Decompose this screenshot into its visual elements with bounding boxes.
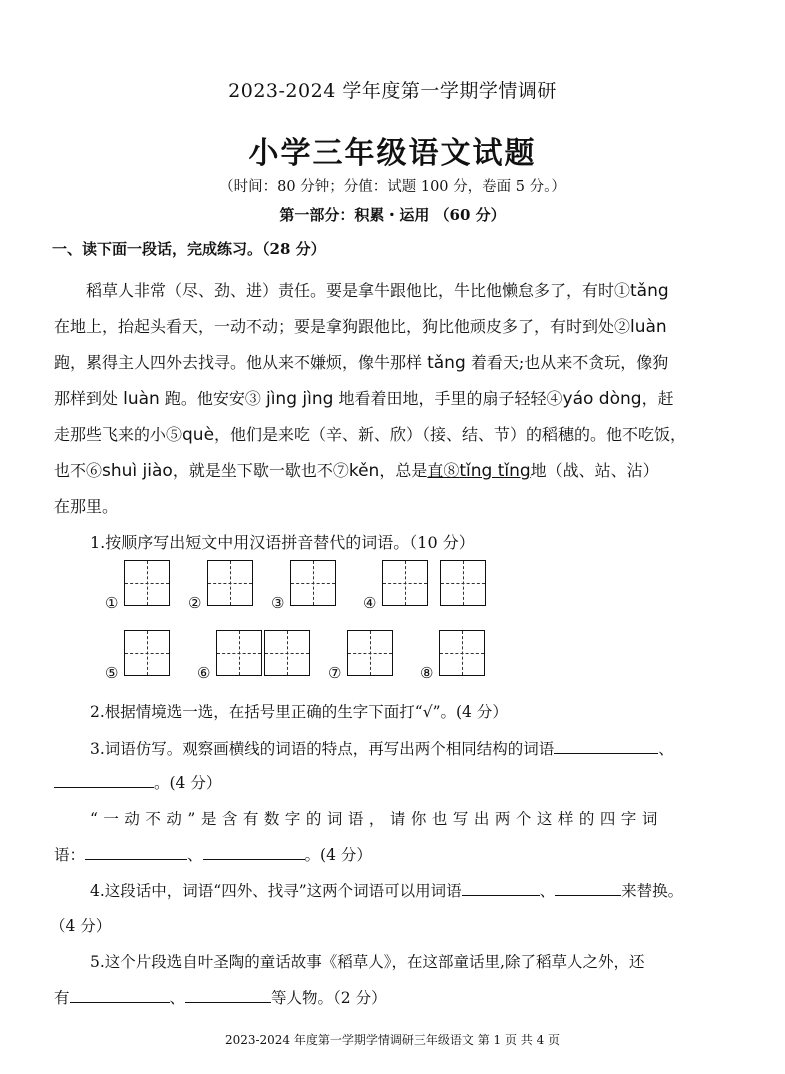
answer-box[interactable] bbox=[124, 630, 170, 676]
passage-text: ，就是坐下歇一歇也不⑦ bbox=[172, 461, 349, 480]
question-3b-cont bbox=[54, 843, 372, 865]
pinyin: jìng jìng bbox=[265, 389, 334, 409]
question-5-cont bbox=[54, 986, 387, 1008]
answer-box[interactable] bbox=[347, 630, 393, 676]
q3b-sep: 、 bbox=[187, 846, 203, 864]
pinyin: luàn bbox=[630, 317, 667, 337]
question-5: 5.这个片段选自叶圣陶的童话故事《稻草人》，在这部童话里,除了稻草人之外，还 bbox=[90, 953, 645, 971]
question-2: 2.根据情境选一选，在括号里正确的生字下面打“√”。(4 分） bbox=[90, 703, 508, 721]
answer-blank[interactable] bbox=[54, 771, 154, 788]
answer-blank[interactable] bbox=[462, 879, 540, 896]
answer-box[interactable] bbox=[216, 630, 262, 676]
passage-text: 稻草人非常（尽、劲、进）责任。要是拿牛跟他比，牛比他懒怠多了，有时① bbox=[86, 281, 631, 300]
passage-text: 地看着田地，手里的扇子轻轻④ bbox=[333, 389, 563, 408]
answer-box[interactable] bbox=[207, 560, 253, 606]
q3-text: 3.词语仿写。观察画横线的词语的特点，再写出两个相同结构的词语 bbox=[90, 740, 555, 758]
time-info: （时间：80 分钟；分值：试题 100 分，卷面 5 分。） bbox=[219, 179, 566, 195]
passage-text: 也不⑥ bbox=[54, 461, 103, 480]
passage-text: 跑，累得主人四外去找寻。他从来不嫌烦，像牛那样 bbox=[54, 353, 428, 372]
answer-box[interactable] bbox=[290, 560, 336, 606]
passage-text: 跑。他安安③ bbox=[159, 389, 266, 408]
box-label-8: ⑧ bbox=[420, 664, 434, 682]
answer-box[interactable] bbox=[440, 560, 486, 606]
box-label-3: ③ bbox=[271, 594, 285, 612]
passage-line-5 bbox=[54, 422, 686, 445]
q4-end: 来替换。 bbox=[621, 882, 684, 900]
pinyin: shuì jiào bbox=[102, 461, 173, 481]
answer-blank[interactable] bbox=[70, 986, 170, 1003]
part-title: 第一部分：积累・运用 （60 分） bbox=[279, 206, 506, 224]
q3-end: 。(4 分） bbox=[154, 774, 222, 792]
box-label-1: ① bbox=[105, 594, 119, 612]
passage-text: 地（战、站、沾） bbox=[530, 461, 659, 480]
header-line: 2023-2024 学年度第一学期学情调研 bbox=[228, 80, 557, 102]
passage-text: 在地上，抬起头看天，一动不动；要是拿狗跟他比，狗比他顽皮多了，有时到处② bbox=[54, 317, 631, 336]
answer-box[interactable] bbox=[439, 630, 485, 676]
passage-line-6 bbox=[54, 458, 659, 481]
section1-title: 一、读下面一段话，完成练习。（28 分） bbox=[52, 240, 326, 258]
passage-text: 那样到处 bbox=[54, 389, 124, 408]
answer-blank[interactable] bbox=[554, 737, 658, 754]
box-label-5: ⑤ bbox=[105, 664, 119, 682]
question-3-cont bbox=[54, 771, 221, 793]
passage-line-3 bbox=[54, 350, 668, 373]
box-label-6: ⑥ bbox=[197, 664, 211, 682]
answer-box[interactable] bbox=[382, 560, 428, 606]
pinyin: tǎng bbox=[427, 353, 466, 373]
question-4 bbox=[90, 879, 683, 901]
answer-blank[interactable] bbox=[555, 879, 621, 896]
question-3 bbox=[90, 737, 674, 759]
q3-sep: 、 bbox=[658, 740, 674, 758]
passage-line-2 bbox=[54, 314, 667, 337]
q5-end: 等人物。（2 分） bbox=[271, 989, 387, 1007]
pinyin: tǎng bbox=[630, 281, 669, 301]
box-label-4: ④ bbox=[363, 594, 377, 612]
answer-box[interactable] bbox=[124, 560, 170, 606]
answer-box[interactable] bbox=[264, 630, 310, 676]
passage-line-7: 在那里。 bbox=[54, 497, 119, 516]
answer-blank[interactable] bbox=[85, 843, 187, 860]
question-3b: “一动不动”是含有数字的词语，请你也写出两个这样的四字词 bbox=[90, 810, 663, 828]
question-4-score: （4 分） bbox=[50, 917, 112, 935]
answer-blank[interactable] bbox=[203, 843, 305, 860]
box-label-7: ⑦ bbox=[328, 664, 342, 682]
passage-text: ，总是 bbox=[379, 461, 428, 480]
q4-sep: 、 bbox=[539, 882, 556, 900]
q3b-text: 语： bbox=[54, 846, 86, 864]
pinyin: luàn bbox=[123, 389, 160, 409]
pinyin: què bbox=[182, 425, 215, 445]
passage-text: ，他们是来吃（辛、新、欣）（接、结、节）的稻穗的。他不吃饭， bbox=[214, 425, 687, 444]
q5-text: 有 bbox=[54, 989, 70, 1007]
q3b-end: 。(4 分） bbox=[304, 846, 372, 864]
q4-text: 4.这段话中，词语“四外、找寻”这两个词语可以用词语 bbox=[90, 882, 462, 900]
q5-sep: 、 bbox=[169, 989, 186, 1007]
page-footer: 2023-2024 年度第一学期学情调研三年级语文 第 1 页 共 4 页 bbox=[224, 1033, 561, 1047]
page-title: 小学三年级语文试题 bbox=[248, 136, 537, 171]
pinyin: kěn bbox=[348, 461, 380, 481]
passage-line-1 bbox=[86, 278, 669, 301]
box-label-2: ② bbox=[188, 594, 202, 612]
passage-text: 着看天;也从来不贪玩，像狗 bbox=[465, 353, 669, 372]
passage-text: ，赶 bbox=[641, 389, 674, 408]
underlined-word: 直⑧tǐng tǐng bbox=[427, 461, 531, 481]
passage-line-4 bbox=[54, 386, 674, 409]
answer-blank[interactable] bbox=[185, 986, 271, 1003]
question-1: 1.按顺序写出短文中用汉语拼音替代的词语。（10 分） bbox=[90, 533, 475, 552]
passage-text: 走那些飞来的小⑤ bbox=[54, 425, 183, 444]
pinyin: yáo dòng bbox=[562, 389, 642, 409]
